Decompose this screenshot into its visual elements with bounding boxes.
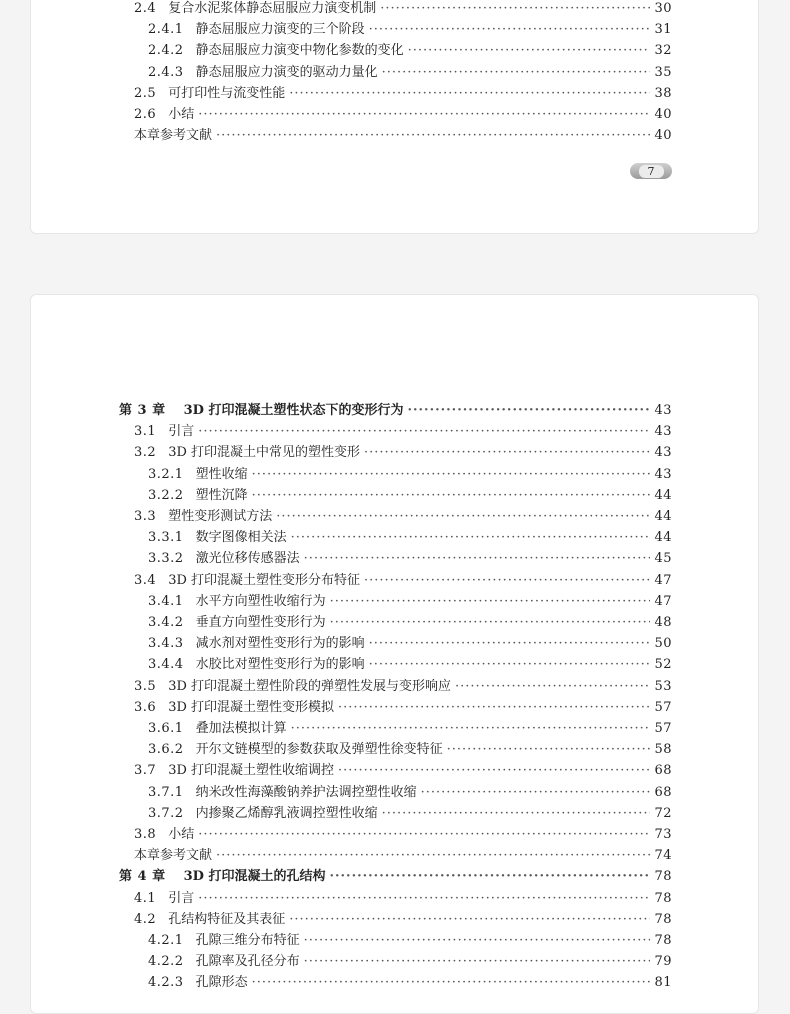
toc-dot-leader	[364, 445, 650, 461]
toc-entry-number: 3.4.3	[148, 636, 184, 652]
toc-entry[interactable]	[134, 128, 672, 144]
toc-dot-leader	[304, 551, 651, 567]
toc-entry-page-number: 73	[654, 827, 672, 842]
toc-entry[interactable]	[134, 86, 672, 102]
toc-entry-number: 2.4.2	[148, 43, 184, 59]
toc-dot-leader	[382, 65, 651, 81]
page-number: 7	[639, 165, 664, 178]
toc-entry[interactable]	[148, 954, 672, 970]
toc-dot-leader	[408, 43, 651, 59]
toc-entry[interactable]	[148, 785, 672, 801]
toc-entry-number: 3.5	[134, 678, 157, 694]
toc-entry-title: 本章参考文献	[134, 848, 213, 864]
toc-dot-leader	[369, 657, 651, 673]
toc-entry-page-number: 79	[654, 954, 672, 970]
toc-entry[interactable]	[134, 891, 672, 907]
toc-entry[interactable]	[148, 530, 672, 546]
toc-entry-number: 3.4	[134, 572, 157, 588]
toc-dot-leader	[364, 573, 650, 589]
toc-entry-number: 2.4.1	[148, 22, 184, 38]
page-number-badge	[630, 163, 672, 179]
toc-entry-title: 小结	[168, 107, 195, 122]
toc-dot-leader	[330, 615, 651, 631]
toc-entry-title: 静态屈服应力演变的驱动力量化	[195, 64, 378, 80]
toc-entry-title: 3D 打印混凝土塑性变形模拟	[168, 699, 335, 715]
toc-entry-number: 4.2.1	[148, 933, 184, 948]
toc-entry-page-number: 43	[654, 445, 672, 461]
toc-entry-number: 3.3.2	[148, 551, 184, 567]
toc-dot-leader	[304, 933, 651, 949]
toc-entry[interactable]	[148, 65, 672, 81]
toc-entry-title: 孔隙率及孔径分布	[195, 954, 300, 970]
toc-dot-leader	[276, 509, 650, 525]
toc-entry-page-number: 44	[654, 509, 672, 524]
toc-entry-title: 3D 打印混凝土塑性收缩调控	[168, 763, 335, 779]
toc-entry-title: 开尔文链模型的参数获取及弹塑性徐变特征	[195, 742, 443, 758]
toc-entry-page-number: 43	[654, 424, 672, 440]
toc-entry-number: 3.8	[134, 827, 157, 842]
toc-entry-title: 激光位移传感器法	[195, 551, 300, 567]
toc-entry-title: 3D 打印混凝土塑性阶段的弹塑性发展与变形响应	[168, 678, 452, 694]
toc-entry[interactable]	[148, 22, 672, 38]
toc-entry-title: 3D 打印混凝土塑性状态下的变形行为	[183, 403, 404, 418]
toc-dot-leader	[252, 467, 651, 483]
toc-dot-leader	[455, 679, 650, 695]
toc-entry-title: 塑性收缩	[195, 466, 248, 482]
toc-dot-leader	[447, 742, 651, 758]
toc-entry-title: 引言	[168, 890, 195, 906]
toc-entry-title: 复合水泥浆体静态屈服应力演变机制	[168, 1, 377, 16]
toc-entry-title: 引言	[168, 424, 195, 440]
toc-entry-title: 塑性沉降	[195, 487, 248, 503]
toc-entry-title: 静态屈服应力演变的三个阶段	[195, 22, 365, 38]
toc-entry-number: 4.1	[134, 890, 157, 906]
toc-entry-title: 纳米改性海藻酸钠养护法调控塑性收缩	[195, 784, 417, 800]
toc-dot-leader	[198, 424, 650, 440]
toc-entry-title: 3D 打印混凝土塑性变形分布特征	[168, 572, 361, 588]
toc-entry-number: 3.2	[134, 445, 157, 461]
toc-entry-page-number: 47	[654, 593, 672, 609]
toc-entry-number: 3.1	[134, 424, 157, 440]
toc-entry-page-number: 72	[654, 805, 672, 821]
toc-entry-page-number: 53	[654, 678, 672, 694]
toc-dot-leader	[329, 869, 650, 885]
toc-dot-leader	[252, 975, 651, 991]
toc-entry-number: 3.7.1	[148, 784, 184, 800]
toc-entry[interactable]	[134, 445, 672, 461]
toc-entry[interactable]	[134, 763, 672, 779]
toc-entry-page-number: 32	[654, 43, 672, 59]
toc-entry[interactable]	[148, 615, 672, 631]
toc-dot-leader	[291, 721, 651, 737]
toc-dot-leader	[252, 488, 651, 504]
toc-dot-leader	[407, 403, 650, 419]
toc-entry-title: 水胶比对塑性变形行为的影响	[195, 657, 365, 673]
toc-dot-leader	[198, 107, 650, 123]
toc-entry-number: 3.6.1	[148, 721, 184, 736]
toc-entry[interactable]	[134, 700, 672, 716]
toc-entry[interactable]	[148, 467, 672, 483]
toc-entry-number: 第 4 章	[119, 869, 166, 885]
toc-entry[interactable]	[148, 551, 672, 567]
toc-entry-page-number: 35	[654, 64, 672, 80]
toc-entry[interactable]	[134, 848, 672, 864]
toc-dot-leader	[291, 530, 651, 546]
toc-entry-number: 3.6.2	[148, 742, 184, 758]
toc-dot-leader	[198, 891, 650, 907]
toc-dot-leader	[330, 594, 651, 610]
toc-entry-title: 叠加法模拟计算	[195, 721, 287, 736]
toc-entry-page-number: 57	[654, 721, 672, 736]
toc-entry-page-number: 47	[654, 572, 672, 588]
toc-entry-number: 2.6	[134, 107, 157, 122]
toc-entry-title: 小结	[168, 827, 195, 842]
toc-entry-page-number: 40	[654, 128, 672, 144]
toc-entry-page-number: 48	[654, 615, 672, 630]
toc-dot-leader	[369, 636, 651, 652]
toc-entry-number: 3.3	[134, 509, 157, 524]
toc-entry[interactable]	[148, 488, 672, 504]
toc-dot-leader	[369, 22, 651, 38]
toc-entry-page-number: 78	[654, 911, 672, 927]
toc-entry-page-number: 43	[654, 466, 672, 482]
toc-entry-number: 第 3 章	[119, 403, 166, 418]
toc-entry[interactable]	[148, 43, 672, 59]
toc-entry[interactable]	[148, 657, 672, 673]
toc-entry-number: 3.7.2	[148, 805, 184, 821]
toc-entry-number: 3.2.1	[148, 466, 184, 482]
toc-entry-title: 塑性变形测试方法	[168, 509, 273, 524]
toc-entry-number: 2.4	[134, 1, 157, 16]
toc-entry[interactable]	[148, 975, 672, 991]
toc-entry-title: 本章参考文献	[134, 128, 213, 144]
book-page-bottom	[30, 294, 759, 1014]
book-page-top	[30, 0, 759, 234]
toc-entry[interactable]	[134, 827, 672, 843]
toc-entry-number: 3.7	[134, 763, 157, 779]
toc-entry-page-number: 78	[654, 869, 672, 885]
toc-entry[interactable]	[134, 1, 672, 17]
toc-entry[interactable]	[148, 636, 672, 652]
toc-entry[interactable]	[134, 573, 672, 589]
toc-entry[interactable]	[148, 721, 672, 737]
toc-entry-title: 内掺聚乙烯醇乳液调控塑性收缩	[195, 805, 378, 821]
toc-dot-leader	[289, 912, 650, 928]
toc-entry-number: 3.6	[134, 699, 157, 715]
toc-entry-page-number: 68	[654, 763, 672, 779]
toc-entry-number: 4.2	[134, 911, 157, 927]
toc-dot-leader	[338, 763, 650, 779]
toc-entry-number: 2.5	[134, 85, 157, 101]
toc-entry[interactable]	[134, 509, 672, 525]
toc-entry[interactable]	[134, 679, 672, 695]
toc-entry-title: 孔结构特征及其表征	[168, 911, 286, 927]
toc-entry-page-number: 52	[654, 657, 672, 673]
toc-dot-leader	[382, 806, 651, 822]
toc-entry-title: 垂直方向塑性变形行为	[195, 615, 326, 630]
toc-entry-page-number: 45	[654, 551, 672, 567]
toc-chapter-entry[interactable]	[119, 403, 672, 419]
toc-entry[interactable]	[148, 806, 672, 822]
toc-entry[interactable]	[148, 742, 672, 758]
toc-dot-leader	[421, 785, 651, 801]
toc-entry-title: 3D 打印混凝土中常见的塑性变形	[168, 445, 361, 461]
toc-entry-page-number: 30	[654, 1, 672, 16]
toc-entry[interactable]	[148, 594, 672, 610]
toc-entry[interactable]	[134, 107, 672, 123]
toc-entry-title: 静态屈服应力演变中物化参数的变化	[195, 43, 404, 59]
toc-entry-number: 2.4.3	[148, 64, 184, 80]
toc-entry-number: 3.3.1	[148, 530, 184, 546]
toc-chapter-entry[interactable]	[119, 869, 672, 885]
toc-entry-number: 3.4.4	[148, 657, 184, 673]
toc-dot-leader	[338, 700, 650, 716]
toc-entry-page-number: 68	[654, 784, 672, 800]
toc-entry-number: 3.4.2	[148, 615, 184, 630]
toc-entry-page-number: 38	[654, 85, 672, 101]
toc-dot-leader	[380, 1, 650, 17]
toc-dot-leader	[198, 827, 650, 843]
toc-entry-page-number: 43	[654, 403, 672, 418]
toc-entry-page-number: 50	[654, 636, 672, 652]
toc-entry-number: 4.2.3	[148, 975, 184, 991]
toc-entry-page-number: 31	[654, 22, 672, 38]
toc-dot-leader	[304, 954, 651, 970]
toc-entry[interactable]	[148, 933, 672, 949]
toc-entry-number: 3.2.2	[148, 487, 184, 503]
toc-entry-title: 可打印性与流变性能	[168, 85, 286, 101]
toc-entry-title: 孔隙三维分布特征	[195, 933, 300, 948]
toc-dot-leader	[216, 848, 650, 864]
toc-entry-page-number: 44	[654, 530, 672, 546]
toc-entry-title: 水平方向塑性收缩行为	[195, 593, 326, 609]
toc-entry-page-number: 58	[654, 742, 672, 758]
toc-entry-page-number: 40	[654, 107, 672, 122]
toc-entry-number: 3.4.1	[148, 593, 184, 609]
toc-entry-title: 数字图像相关法	[195, 530, 287, 546]
toc-entry-page-number: 81	[654, 975, 672, 991]
toc-entry-title: 孔隙形态	[195, 975, 248, 991]
toc-dot-leader	[289, 86, 650, 102]
toc-entry-page-number: 78	[654, 890, 672, 906]
toc-entry[interactable]	[134, 912, 672, 928]
toc-entry-page-number: 44	[654, 487, 672, 503]
toc-entry-page-number: 57	[654, 699, 672, 715]
toc-entry[interactable]	[134, 424, 672, 440]
toc-entry-page-number: 78	[654, 933, 672, 948]
toc-entry-title: 3D 打印混凝土的孔结构	[183, 869, 326, 885]
toc-dot-leader	[216, 128, 650, 144]
toc-entry-number: 4.2.2	[148, 954, 184, 970]
toc-entry-title: 减水剂对塑性变形行为的影响	[195, 636, 365, 652]
toc-entry-page-number: 74	[654, 848, 672, 864]
